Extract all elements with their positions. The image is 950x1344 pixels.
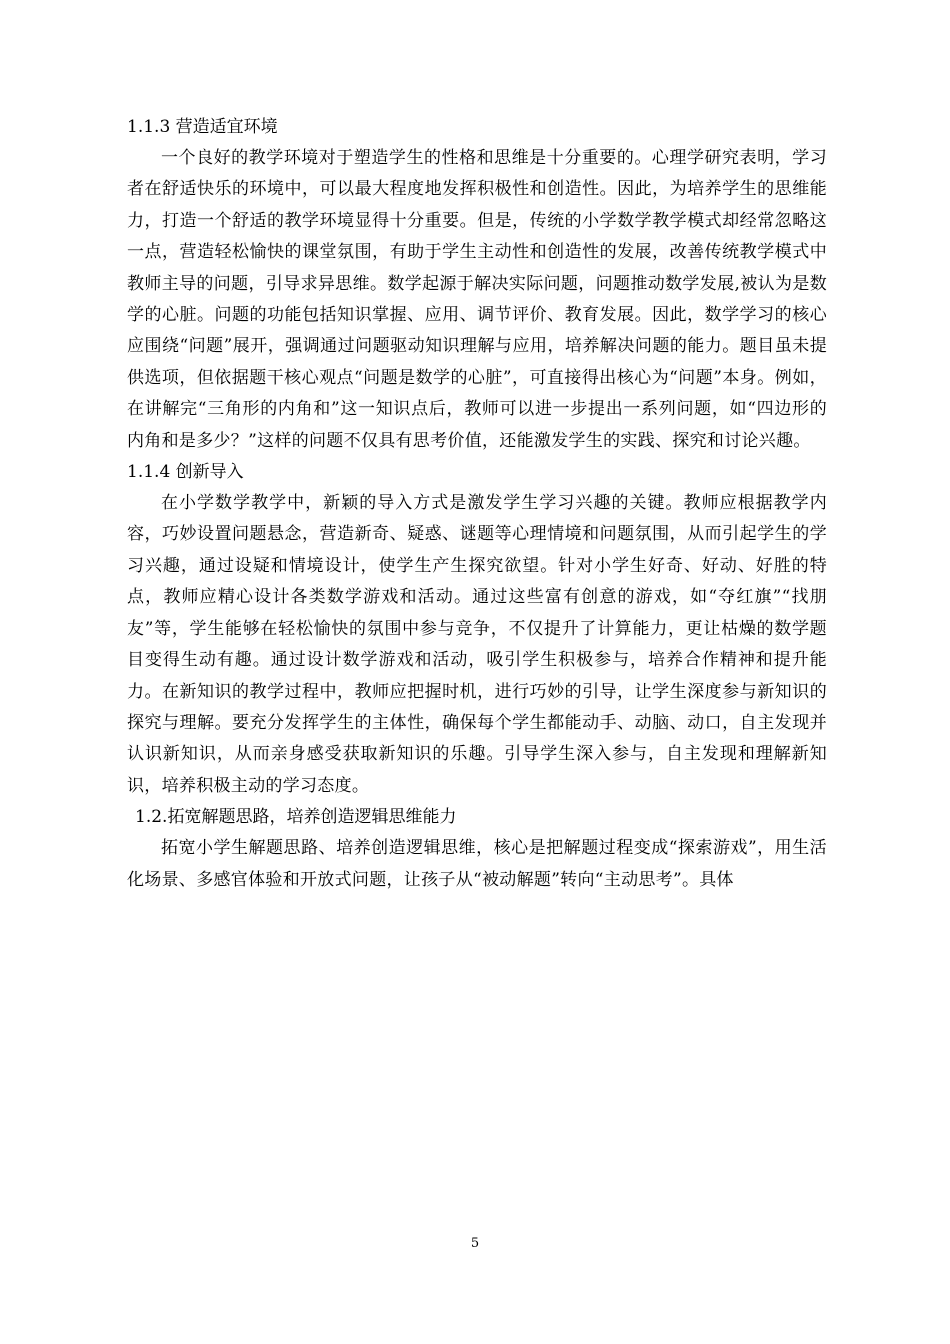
section-heading-1-2: 1.2.拓宽解题思路，培养创造逻辑思维能力 bbox=[135, 807, 457, 828]
section-heading-1-1-3: 1.1.3 营造适宜环境 bbox=[127, 117, 278, 137]
section-paragraph-1-1-4: 在小学数学教学中，新颖的导入方式是激发学生学习兴趣的关键。教师应根据教学内容，巧妙设置问题悬念，营造新奇、疑惑、谜题等心理情境和问题氛围，从而引起学生的学习兴趣，通过设疑和情境设计，使学生产生探究欲望。针对小学生好奇、好动、好胜的特点，教师应精心设计各类数学游戏和活动。通过这些富有创意的游戏，如“夺红旗”“找朋友”等，学生能够在轻松愉快的氛围中参与竞争，不仅提升了计算能力，更让枯燥的数学题目变得生动有趣。通过设计数学游戏和活动，吸引学生积极参与，培养合作精神和提升能力。在新知识的教学过程中，教师应把握时机，进行巧妙的引导，让学生深度参与新知识的探究与理解。要充分发挥学生的主体性，确保每个学生都能动手、动脑、动口，自主发现并认识新知识，从而亲身感受获取新知识的乐趣。引导学生深入参与，自主发现和理解新知识，培养积极主动的学习态度。 bbox=[127, 493, 827, 796]
section-paragraph-1-2: 拓宽小学生解题思路、培养创造逻辑思维，核心是把解题过程变成“探索游戏”，用生活化场景、多感官体验和开放式问题，让孩子从“被动解题”转向“主动思考”。具体 bbox=[127, 838, 827, 890]
section-paragraph-1-1-3: 一个良好的教学环境对于塑造学生的性格和思维是十分重要的。心理学研究表明，学习者在舒适快乐的环境中，可以最大程度地发挥积极性和创造性。因此，为培养学生的思维能力，打造一个舒适的教学环境显得十分重要。但是，传统的小学数学教学模式却经常忽略这一点，营造轻松愉快的课堂氛围，有助于学生主动性和创造性的发展，改善传统教学模式中教师主导的问题，引导求异思维。数学起源于解决实际问题，问题推动数学发展,被认为是数学的心脏。问题的功能包括知识掌握、应用、调节评价、教育发展。因此，数学学习的核心应围绕“问题”展开，强调通过问题驱动知识理解与应用，培养解决问题的能力。题目虽未提供选项，但依据题干核心观点“问题是数学的心脏”，可直接得出核心为“问题”本身。例如，在讲解完“三角形的内角和”这一知识点后，教师可以进一步提出一系列问题，如“四边形的内角和是多少？”这样的问题不仅具有思考价值，还能激发学生的实践、探究和讨论兴趣。 bbox=[127, 148, 827, 451]
page-number: 5 bbox=[470, 1236, 480, 1251]
section-heading-1-1-4: 1.1.4 创新导入 bbox=[127, 462, 244, 483]
page-content bbox=[127, 112, 827, 896]
